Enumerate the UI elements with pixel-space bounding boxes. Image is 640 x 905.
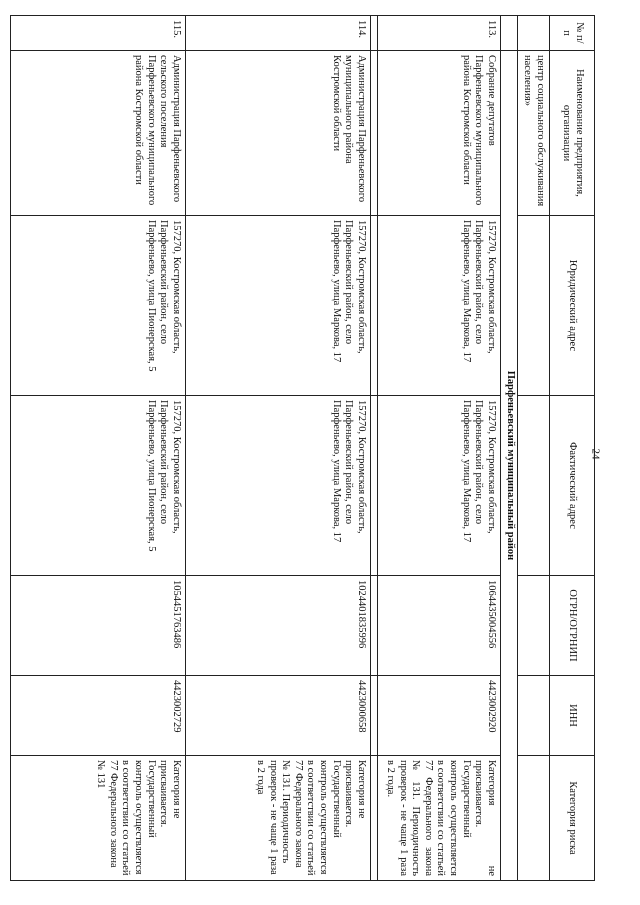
risk-category: Категория не присваивается. Государственный контроль осуществляется в соответствии со статьей 77 Федерального закона № 131 <box>10 756 185 881</box>
table-row <box>377 16 500 881</box>
header-num: № п/п <box>550 16 595 51</box>
inn-value: 4423002920 <box>377 676 500 756</box>
legal-address: 157270, Костромская область, Парфеньевский район, село Парфеньево, улица Маркова, 17 <box>185 216 370 396</box>
continuation-row <box>517 16 549 881</box>
header-risk: Категория риска <box>550 756 595 881</box>
section-title: Парфеньевский муниципальный район <box>500 51 517 881</box>
cell-empty <box>517 16 549 51</box>
table-header-row <box>550 16 595 881</box>
cell-empty <box>500 16 517 51</box>
actual-address: 157270, Костромская область, Парфеньевский район, село Парфеньево, улица Пионерская, 5 <box>10 396 185 576</box>
cell-empty <box>517 756 549 881</box>
row-number: 114. <box>185 16 370 51</box>
actual-address: 157270, Костромская область, Парфеньевский район, село Парфеньево, улица Маркова, 17 <box>377 396 500 576</box>
org-name: Администрация Парфеньевского муниципального района Костромской области <box>185 51 370 216</box>
rotated-table-container <box>35 15 595 880</box>
table-row <box>10 16 185 881</box>
cell-empty <box>517 576 549 676</box>
actual-address: 157270, Костромская область, Парфеньевский район, село Парфеньево, улица Маркова, 17 <box>185 396 370 576</box>
spacer-row <box>370 16 377 881</box>
inn-value: 4423002729 <box>10 676 185 756</box>
cell-empty <box>517 396 549 576</box>
header-inn: ИНН <box>550 676 595 756</box>
organizations-table <box>10 15 595 881</box>
header-name: Наименование предприятия, организации <box>550 51 595 216</box>
ogrn-value: 1064435004556 <box>377 576 500 676</box>
cell-empty <box>370 396 377 576</box>
page-number: 24 <box>589 448 602 460</box>
header-ogrn: ОГРН/ОГРНИП <box>550 576 595 676</box>
risk-category: Категория не присваивается. Государственный контроль осуществляется в соответствии со статьей 77 Федерального закона № 131. Периодичность проверок - не чаще 1 раза в 2 года. <box>377 756 500 881</box>
legal-address: 157270, Костромская область, Парфеньевский район, село Парфеньево, улица Маркова, 17 <box>377 216 500 396</box>
row-number: 113. <box>377 16 500 51</box>
cell-empty <box>517 216 549 396</box>
inn-value: 4423000658 <box>185 676 370 756</box>
risk-category: Категория не присваивается. Государственный контроль осуществляется в соответствии со статьей 77 Федерального закона № 131. Периодичность проверок - не чаще 1 раза в 2 года <box>185 756 370 881</box>
row-number: 115. <box>10 16 185 51</box>
legal-address: 157270, Костромская область, Парфеньевский район, село Парфеньево, улица Пионерская, 5 <box>10 216 185 396</box>
cell-empty <box>370 51 377 216</box>
header-legal-address: Юридический адрес <box>550 216 595 396</box>
cell-empty <box>517 676 549 756</box>
cell-empty <box>370 676 377 756</box>
ogrn-value: 1024401835996 <box>185 576 370 676</box>
header-actual-address: Фактический адрес <box>550 396 595 576</box>
org-name: Администрация Парфеньевского сельского поселения Парфеньевского муниципального района Костромской области <box>10 51 185 216</box>
continuation-name-cell: центр социального обслуживания населения» <box>517 51 549 216</box>
cell-empty <box>370 756 377 881</box>
org-name: Собрание депутатов Парфеньевского муниципального района Костромской области <box>377 51 500 216</box>
table-row <box>185 16 370 881</box>
cell-empty <box>370 16 377 51</box>
cell-empty <box>370 576 377 676</box>
cell-empty <box>370 216 377 396</box>
ogrn-value: 1054451763486 <box>10 576 185 676</box>
section-row <box>500 16 517 881</box>
